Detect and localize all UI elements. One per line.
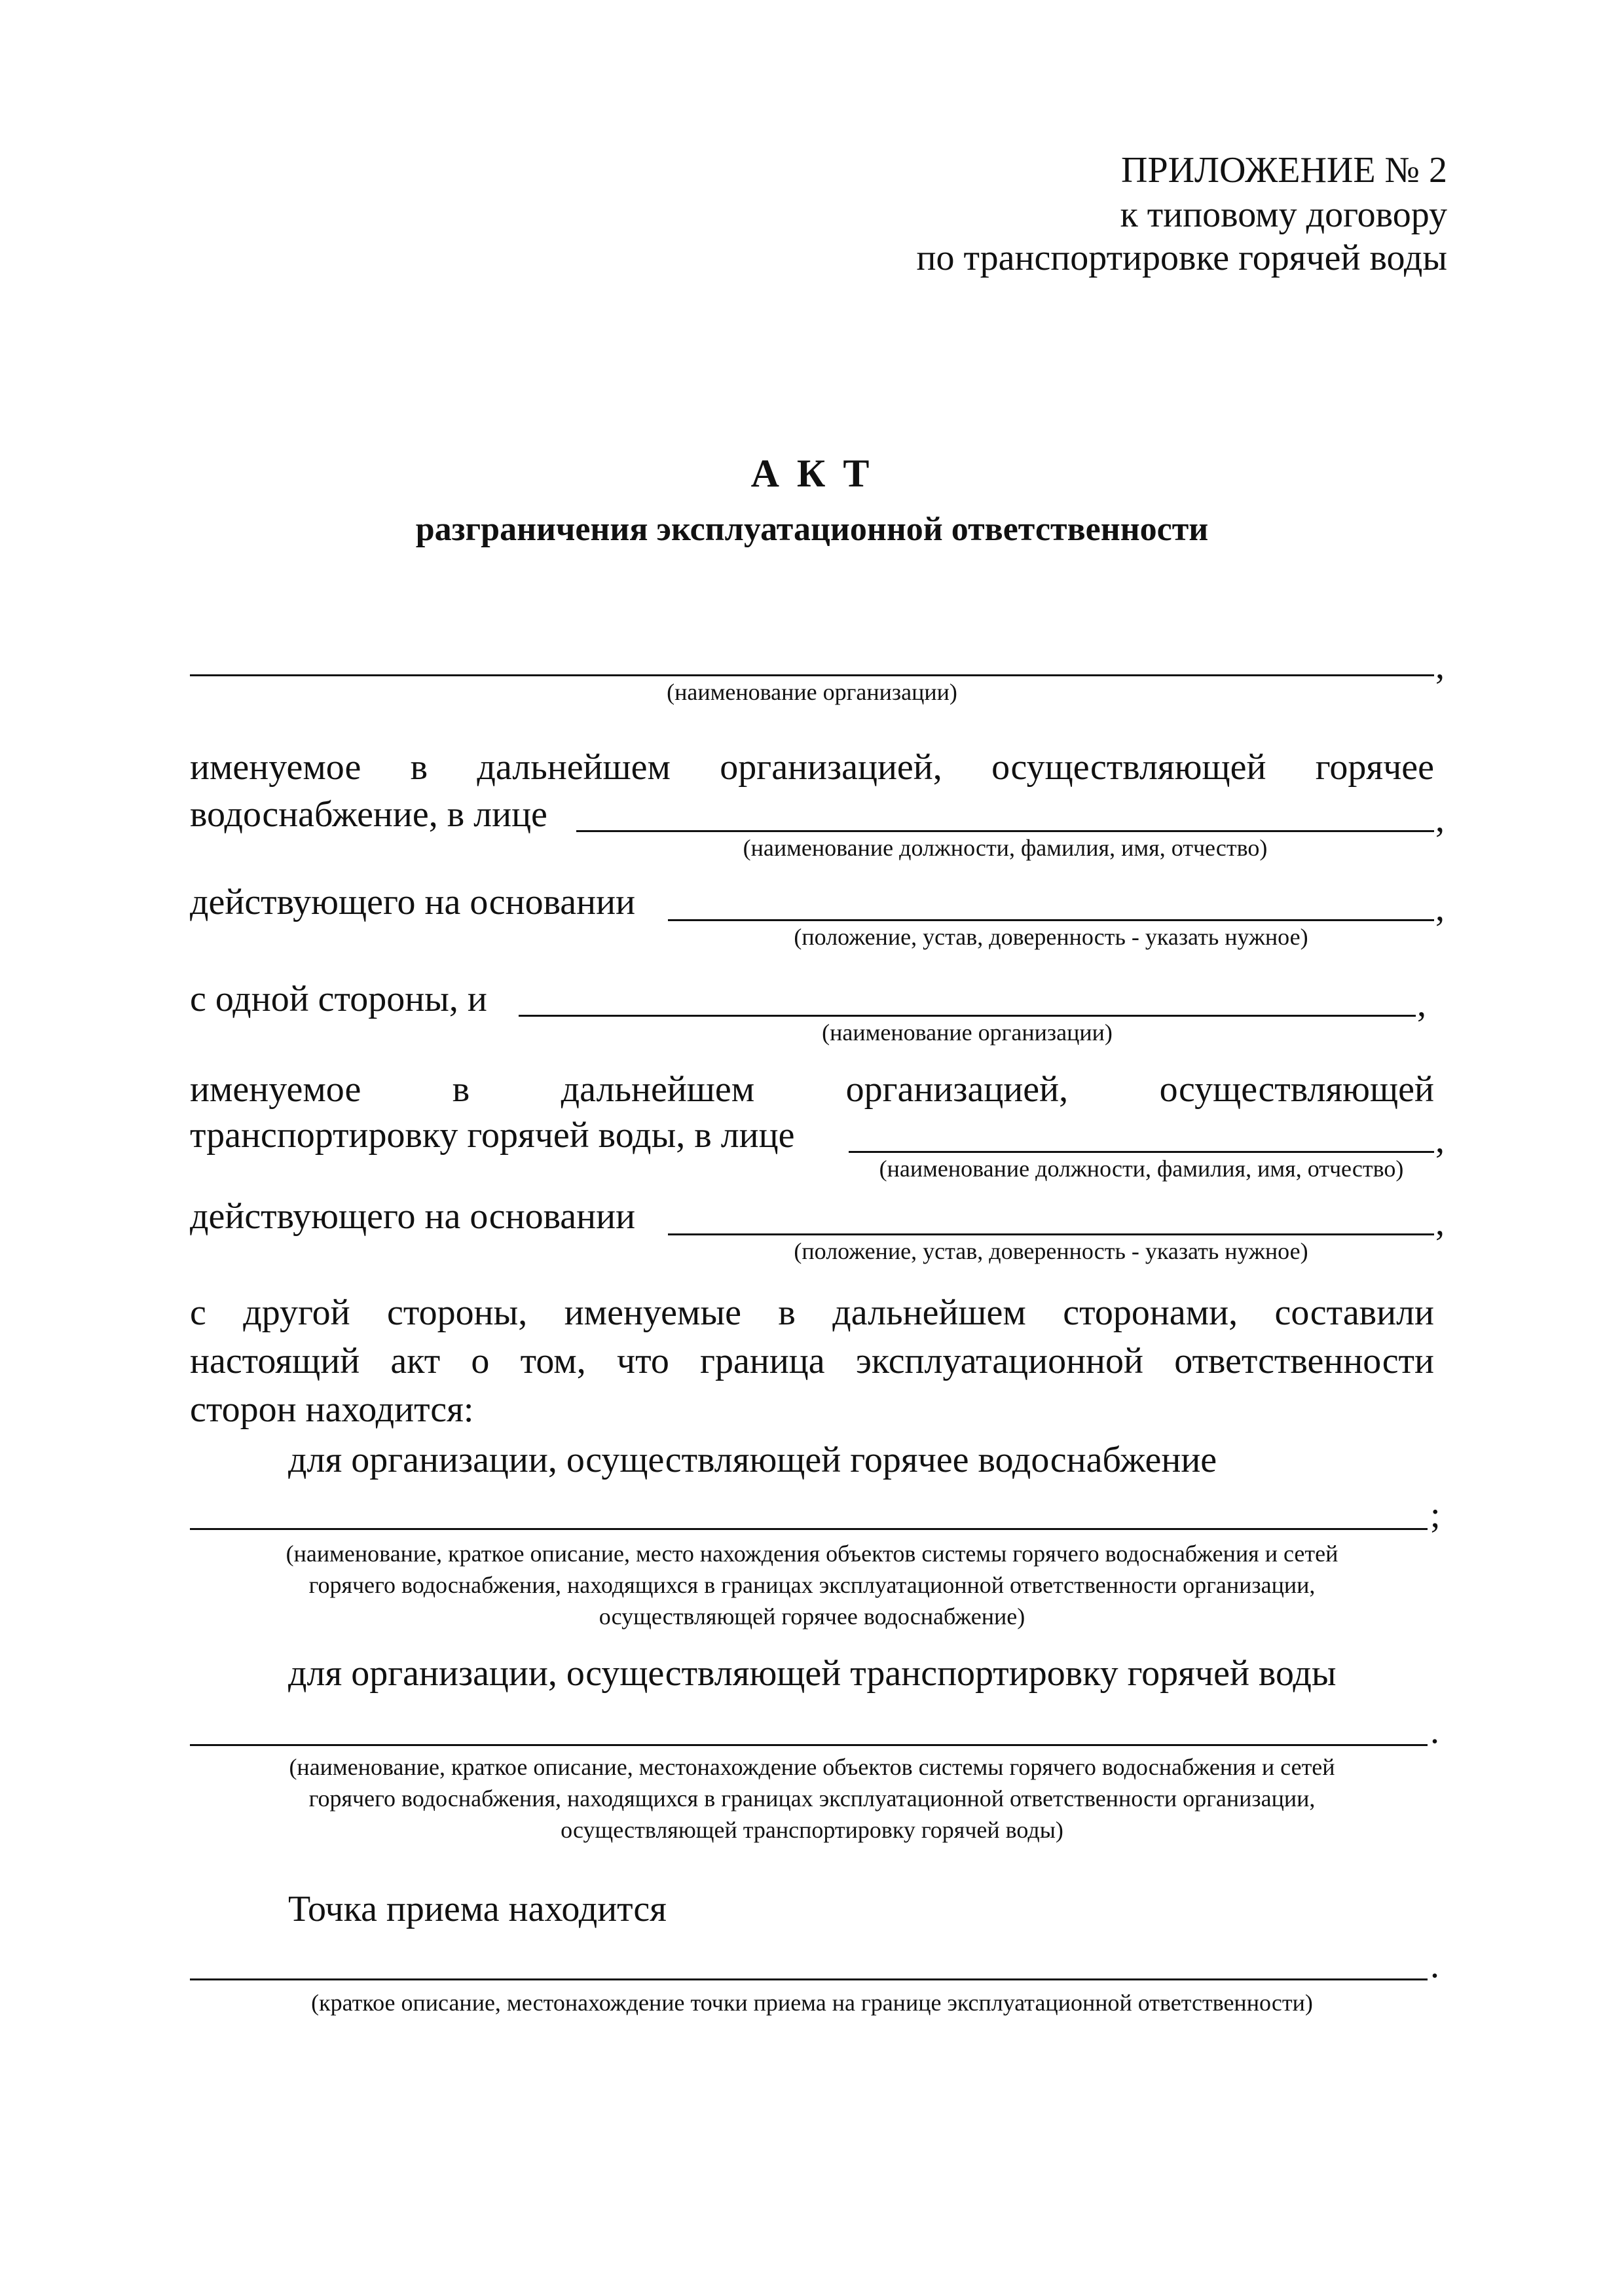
row7-label: действующего на основании [190,1196,636,1237]
appendix-subtitle-1: к типовому договору [1120,194,1447,235]
row5-word: в [452,1069,470,1110]
point-blank[interactable] [190,1978,1428,1980]
section2-caption-2: горячего водоснабжения, находящихся в границах эксплуатационной ответственности организации, [308,1785,1316,1812]
row7-caption: (положение, устав, доверенность - указать нужное) [794,1238,1308,1264]
section2-caption-1: (наименование, краткое описание, местонахождение объектов системы горячего водоснабжения и сетей [289,1754,1335,1780]
point-punct: . [1430,1945,1439,1986]
row6-caption: (наименование должности, фамилия, имя, отчество) [879,1156,1404,1182]
row5-word: дальнейшем [561,1069,755,1110]
basis-2-blank[interactable] [668,1233,1434,1235]
row4-label: с одной стороны, и [190,979,487,1019]
representative-2-blank[interactable] [849,1151,1434,1153]
org1-caption: (наименование организации) [667,679,957,705]
row4-caption: (наименование организации) [822,1019,1113,1046]
agreement-paragraph [190,1288,1434,1434]
point-caption: (краткое описание, местонахождение точки приема на границе эксплуатационной ответственности) [311,1990,1313,2016]
paragraph-line: настоящий акт о том, что граница эксплуатационной ответственности [190,1341,1434,1381]
row3-caption: (положение, устав, доверенность - указать нужное) [794,924,1308,950]
row6-label: транспортировку горячей воды, в лице [190,1115,795,1156]
org1-name-blank[interactable] [190,674,1434,676]
row5-word: организацией, [845,1069,1069,1110]
section1-caption-2: горячего водоснабжения, находящихся в границах эксплуатационной ответственности организации, [308,1572,1316,1598]
row2-label: водоснабжение, в лице [190,794,547,835]
section1-caption-3: осуществляющей горячее водоснабжение) [599,1603,1025,1630]
row1-word: организацией, [720,747,942,788]
appendix-subtitle-2: по транспортировке горячей воды [916,238,1447,278]
row3-label: действующего на основании [190,882,636,922]
appendix-number: ПРИЛОЖЕНИЕ № 2 [1121,150,1447,191]
row1-word: именуемое [190,747,361,788]
row2-caption: (наименование должности, фамилия, имя, отчество) [743,835,1268,861]
section2-blank[interactable] [190,1744,1428,1746]
paragraph-line: сторон находится: [190,1389,474,1430]
paragraph-line: с другой стороны, именуемые в дальнейшем сторонами, составили [190,1292,1434,1333]
representative-1-blank[interactable] [576,830,1434,832]
row5-word: именуемое [190,1069,361,1110]
row1-word: осуществляющей [991,747,1266,788]
org1-punct: , [1435,646,1445,687]
row6-punct: , [1435,1120,1445,1161]
row1-word: в [410,747,428,788]
row1-text [190,746,1434,788]
section2-caption-3: осуществляющей транспортировку горячей воды) [561,1817,1063,1843]
section2-punct: . [1430,1711,1439,1751]
document-title: А К Т [750,452,874,495]
org2-name-blank[interactable] [519,1015,1416,1017]
row1-word: горячее [1315,747,1434,788]
basis-1-blank[interactable] [668,919,1434,921]
row3-punct: , [1435,888,1445,929]
row7-punct: , [1435,1203,1445,1243]
row1-word: дальнейшем [477,747,671,788]
section1-punct: ; [1430,1495,1441,1535]
point-heading: Точка приема находится [288,1889,667,1929]
document-subtitle: разграничения эксплуатационной ответственности [415,511,1209,548]
row2-punct: , [1435,799,1445,840]
section1-heading: для организации, осуществляющей горячее водоснабжение [288,1440,1217,1480]
row5-text [190,1068,1434,1110]
section2-heading: для организации, осуществляющей транспортировку горячей воды [288,1653,1337,1694]
section1-blank[interactable] [190,1528,1428,1530]
section1-caption-1: (наименование, краткое описание, место нахождения объектов системы горячего водоснабжения и сетей [286,1540,1338,1567]
row4-punct: , [1417,984,1426,1025]
row5-word: осуществляющей [1159,1069,1434,1110]
